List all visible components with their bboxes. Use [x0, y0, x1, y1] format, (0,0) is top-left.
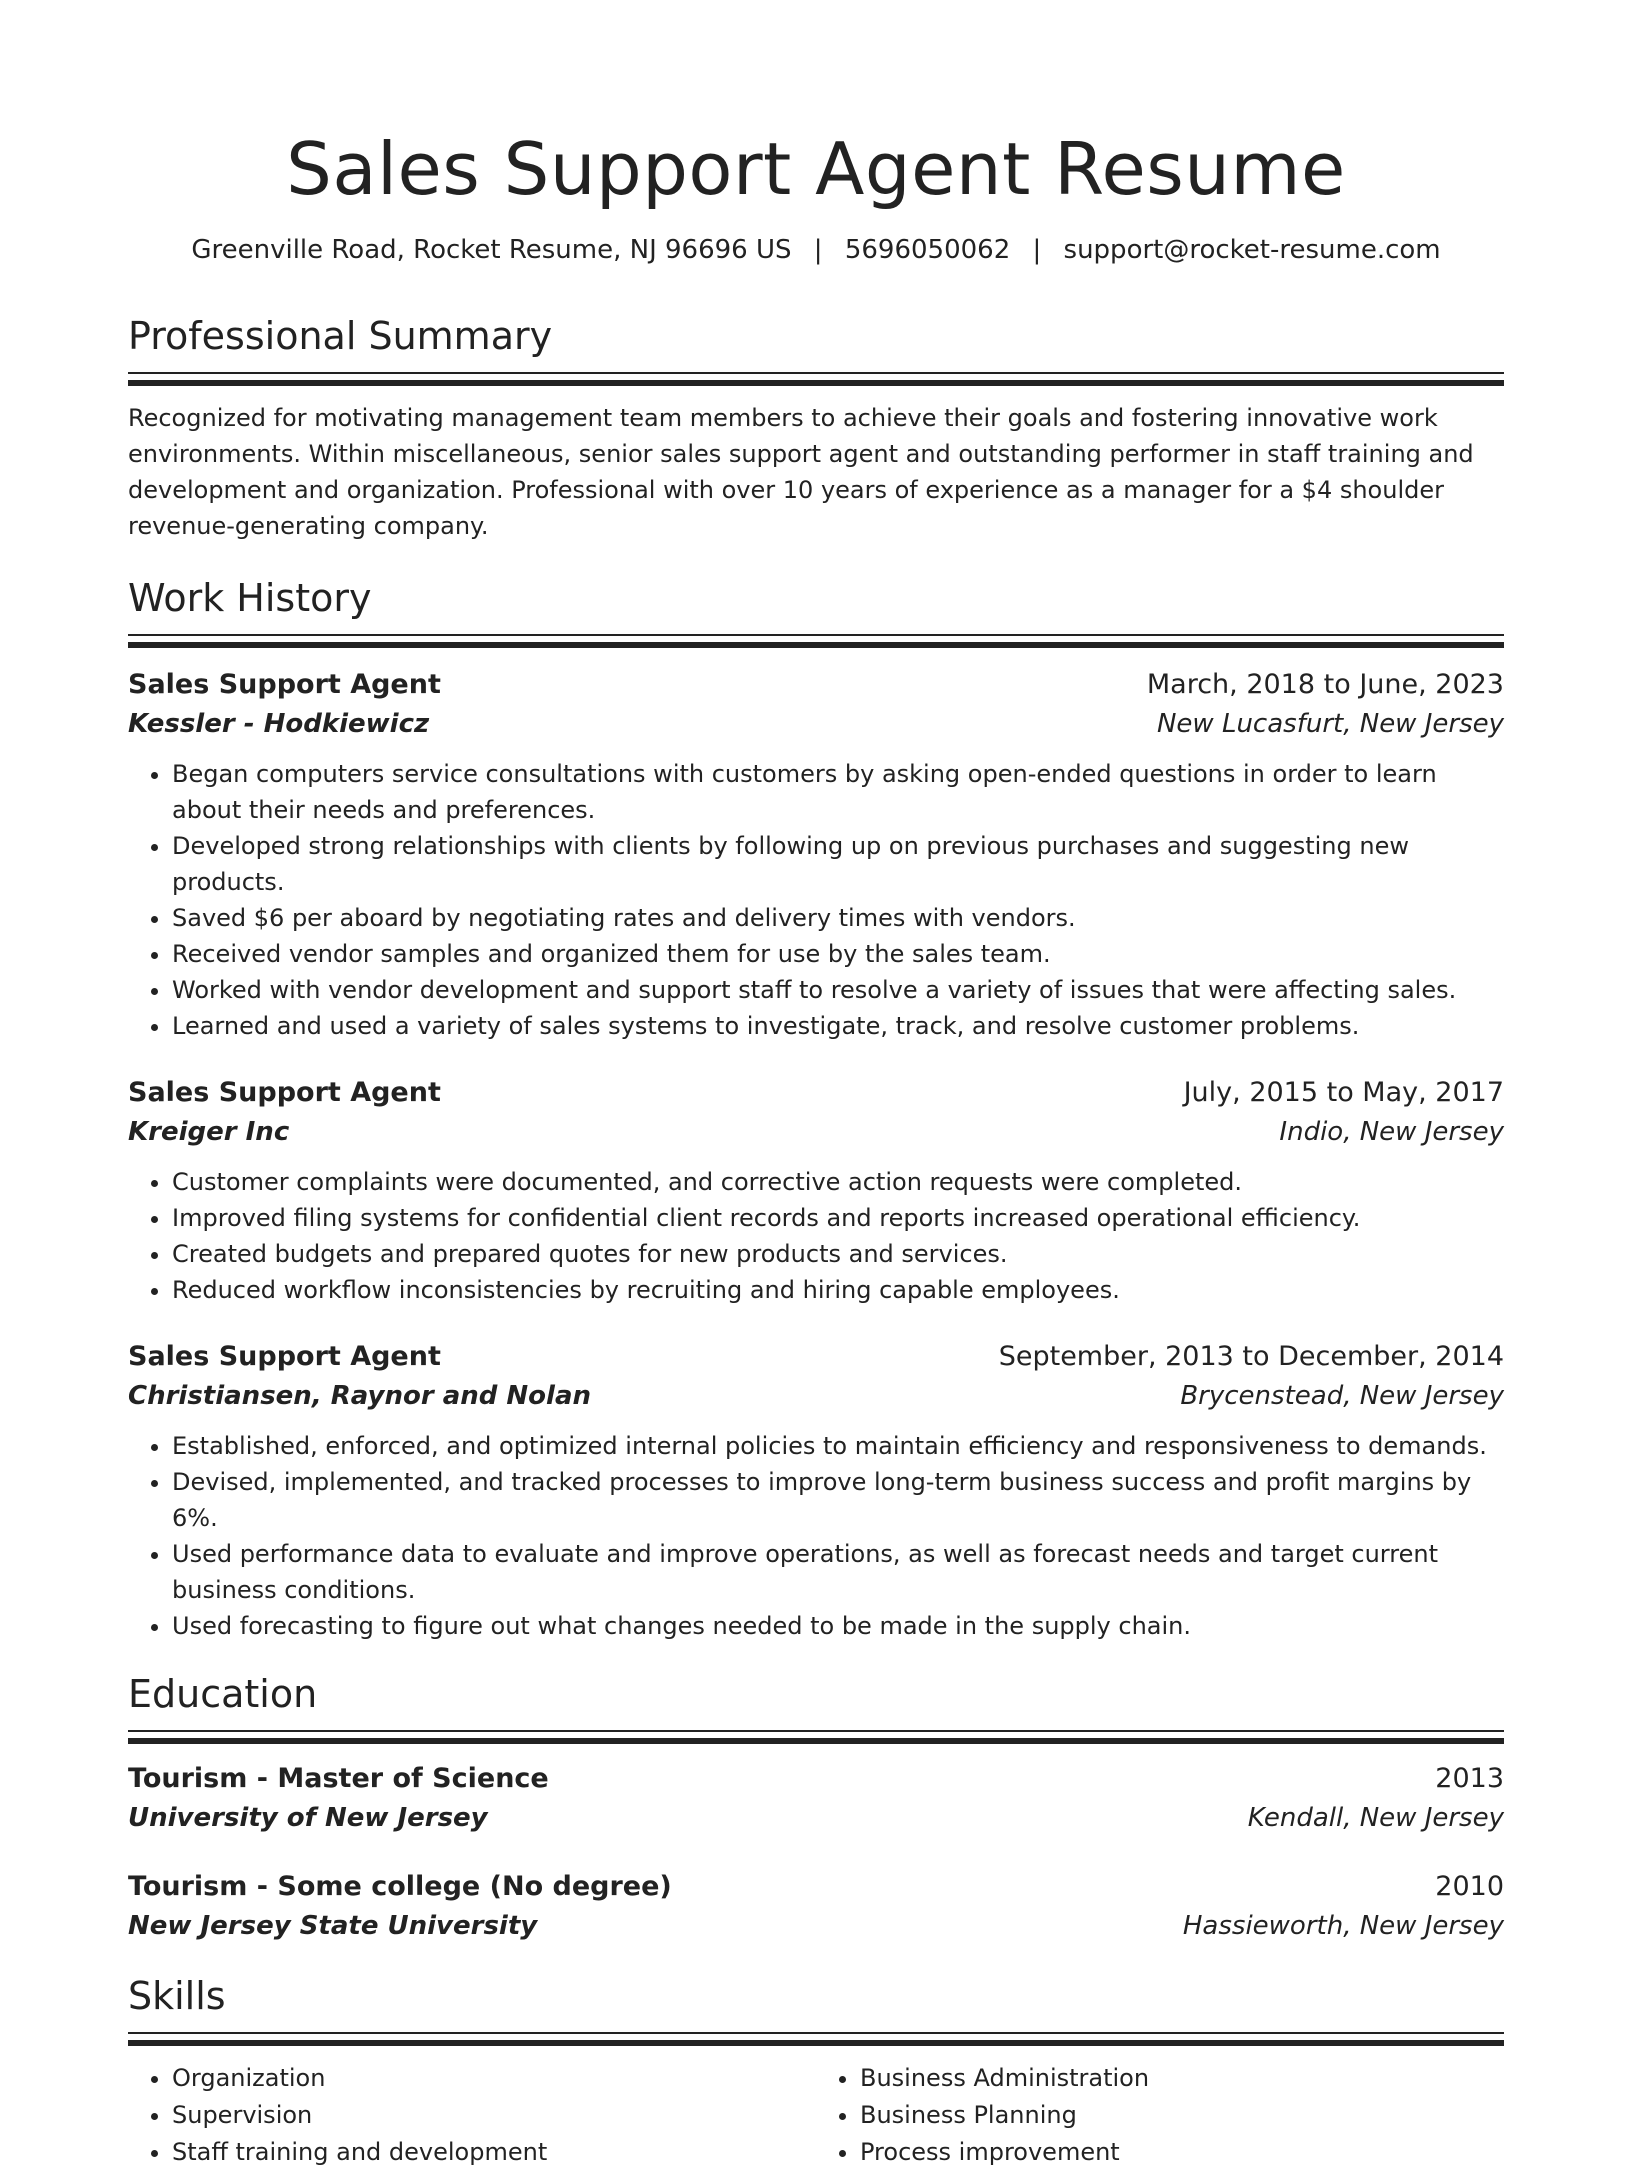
- job-dates: September, 2013 to December, 2014: [998, 1341, 1504, 1372]
- list-item: • Worked with vendor development and support staff to resolve a variety of issues that were affecting sales.: [172, 972, 1504, 1008]
- education-entry: [128, 1868, 1504, 1946]
- list-item: • Improved filing systems for confidential client records and reports increased operational efficiency.: [172, 1200, 1504, 1236]
- education-year: 2010: [1435, 1871, 1504, 1902]
- education-entry: [128, 1760, 1504, 1838]
- list-item: • Customer complaints were documented, and corrective action requests were completed.: [172, 1164, 1504, 1200]
- section-heading-work: Work History: [128, 576, 372, 620]
- list-item: • Used performance data to evaluate and improve operations, as well as forecast needs and target current business conditions.: [172, 1536, 1504, 1608]
- list-item: • Devised, implemented, and tracked processes to improve long-term business success and profit margins by 6%.: [172, 1464, 1504, 1536]
- contact-separator: |: [813, 235, 823, 265]
- section-heading-skills: Skills: [128, 1974, 226, 2018]
- skill-item: • Business Planning: [860, 2097, 1504, 2134]
- section-rule: [128, 372, 1504, 374]
- section-rule: [128, 634, 1504, 636]
- section-rule-thick: [128, 1738, 1504, 1744]
- education-location: Kendall, New Jersey: [1247, 1803, 1504, 1833]
- education-school: New Jersey State University: [128, 1911, 538, 1941]
- list-item: • Used forecasting to figure out what changes needed to be made in the supply chain.: [172, 1608, 1504, 1644]
- section-heading-summary: Professional Summary: [128, 314, 553, 358]
- job-company: Kessler - Hodkiewicz: [128, 709, 430, 739]
- section-rule: [128, 2032, 1504, 2034]
- skill-item: • Staff training and development: [172, 2134, 816, 2171]
- skills-section: [128, 1972, 1504, 2171]
- resume-title: Sales Support Agent Resume: [286, 127, 1346, 211]
- job-dates: March, 2018 to June, 2023: [1146, 669, 1504, 700]
- education-degree: Tourism - Some college (No degree): [128, 1871, 672, 1902]
- education-school: University of New Jersey: [128, 1803, 488, 1833]
- job-entry: [128, 1074, 1504, 1308]
- list-item: • Developed strong relationships with clients by following up on previous purchases and suggesting new products.: [172, 828, 1504, 900]
- contact-email: support@rocket-resume.com: [1063, 235, 1441, 265]
- job-title: Sales Support Agent: [128, 1077, 441, 1108]
- list-item: • Saved $6 per aboard by negotiating rates and delivery times with vendors.: [172, 900, 1504, 936]
- education-location: Hassieworth, New Jersey: [1182, 1911, 1504, 1941]
- section-rule-thick: [128, 642, 1504, 648]
- skills-list-right: [816, 2060, 1504, 2171]
- job-bullets: [128, 756, 1504, 1044]
- skills-columns: [128, 2046, 1504, 2171]
- job-title: Sales Support Agent: [128, 1341, 441, 1372]
- list-item: • Learned and used a variety of sales systems to investigate, track, and resolve customer problems.: [172, 1008, 1504, 1044]
- summary-text: Recognized for motivating management team members to achieve their goals and fostering innovative work environments. Within miscellaneous, senior sales support agent and outstanding performer in staff training and development and organization. Professional with over 10 years of experience as a manager for a $4 shoulder revenue-generating company.: [128, 404, 1474, 540]
- job-location: Indio, New Jersey: [1279, 1117, 1504, 1147]
- skills-list-left: [128, 2060, 816, 2171]
- skill-item: • Organization: [172, 2060, 816, 2097]
- job-dates: July, 2015 to May, 2017: [1183, 1077, 1504, 1108]
- job-entry: [128, 1338, 1504, 1644]
- contact-line: [128, 232, 1504, 268]
- list-item: • Established, enforced, and optimized internal policies to maintain efficiency and responsiveness to demands.: [172, 1428, 1504, 1464]
- job-title: Sales Support Agent: [128, 669, 441, 700]
- job-entry: [128, 666, 1504, 1044]
- job-location: New Lucasfurt, New Jersey: [1156, 709, 1504, 739]
- list-item: • Began computers service consultations with customers by asking open-ended questions in order to learn about their needs and preferences.: [172, 756, 1504, 828]
- section-rule: [128, 1730, 1504, 1732]
- contact-separator: |: [1032, 235, 1042, 265]
- work-history-section: [128, 574, 1504, 1644]
- contact-address: Greenville Road, Rocket Resume, NJ 96696 US: [191, 235, 792, 265]
- section-heading-education: Education: [128, 1672, 318, 1716]
- list-item: • Reduced workflow inconsistencies by recruiting and hiring capable employees.: [172, 1272, 1504, 1308]
- list-item: • Received vendor samples and organized them for use by the sales team.: [172, 936, 1504, 972]
- job-company: Kreiger Inc: [128, 1117, 290, 1147]
- skill-item: • Supervision: [172, 2097, 816, 2134]
- list-item: • Created budgets and prepared quotes for new products and services.: [172, 1236, 1504, 1272]
- skill-item: • Process improvement: [860, 2134, 1504, 2171]
- summary-section: [128, 312, 1504, 544]
- job-bullets: [128, 1164, 1504, 1308]
- education-degree: Tourism - Master of Science: [128, 1763, 549, 1794]
- section-rule-thick: [128, 380, 1504, 386]
- job-company: Christiansen, Raynor and Nolan: [128, 1381, 592, 1411]
- education-section: [128, 1670, 1504, 1946]
- job-bullets: [128, 1428, 1504, 1644]
- skill-item: • Business Administration: [860, 2060, 1504, 2097]
- education-year: 2013: [1435, 1763, 1504, 1794]
- contact-phone: 5696050062: [844, 235, 1011, 265]
- job-location: Brycenstead, New Jersey: [1180, 1381, 1504, 1411]
